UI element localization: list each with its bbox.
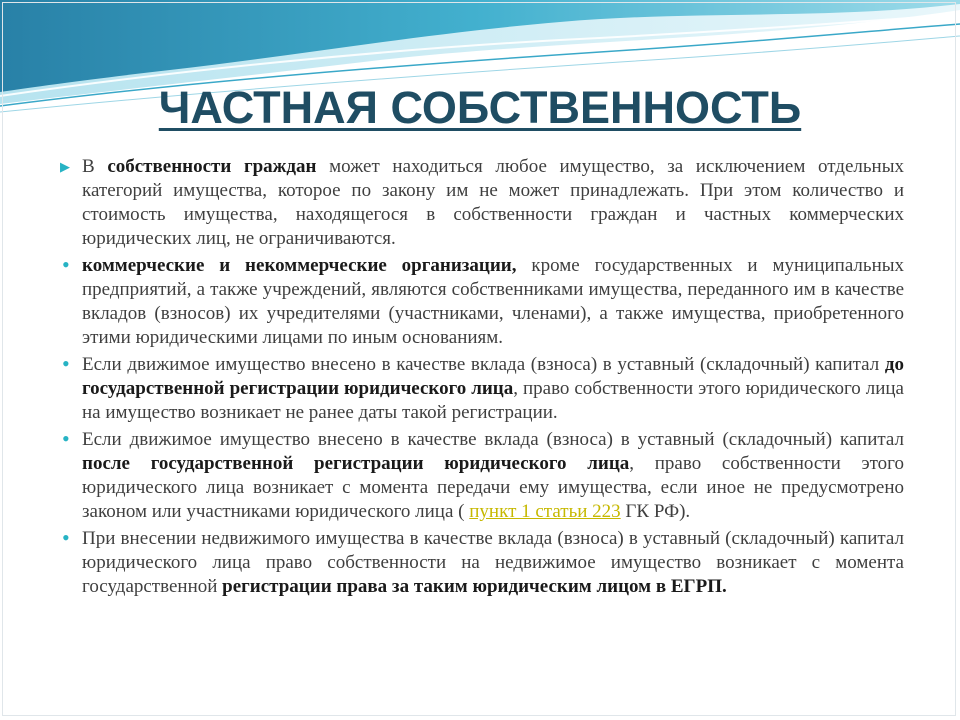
slide-title: ЧАСТНАЯ СОБСТВЕННОСТЬ [158,82,802,133]
slide-content [60,155,904,602]
item-text: может находиться любое имущество, за исключением отдельных категорий имущества, которое по закону им не может принадлежать. При этом количество и стоимость имущества, находящегося в собственности граждан и частных коммерческих юридических лиц, не ограничиваются. [82,156,904,249]
bullet-item [60,428,904,524]
triangle-bullet-icon: ▶ [60,159,70,174]
item-text: , право собственности этого юридического лица возникает с момента передачи ему имущества, если иное не предусмотрено законом или участниками юридического лица ( [82,453,905,522]
item-text: При внесении недвижимого имущества в качестве вклада (взноса) в уставный (складочный) капитал юридического лица право собственности на недвижимое имущество возникает с момента государственной [82,528,904,597]
law-reference-link[interactable]: пункт 1 статьи 223 [469,501,621,522]
dot-bullet-icon: • [62,252,70,277]
dot-bullet-icon: • [62,525,70,550]
bullet-item [60,527,904,599]
dot-bullet-icon: • [62,351,70,376]
item-bold-text: до государственной регистрации юридического лица [82,354,904,399]
item-text: кроме государственных и муниципальных предприятий, а также учреждений, являются собственниками имущества, переданного им в качестве вкладов (взносов) их учредителями (участниками, членами), а также имущества, приобретенного этими юридическими лицами по иным основаниям. [82,255,905,348]
dot-bullet-icon: • [62,426,70,451]
item-bold-text: собственности граждан [107,156,317,177]
item-bold-text: регистрации права за таким юридическим лицом в ЕГРП. [222,576,727,597]
bullet-item [60,155,904,251]
item-text: В [82,156,108,177]
item-text: , право собственности этого юридического лица на имущество возникает не ранее даты такой регистрации. [82,378,904,423]
item-text: ГК РФ). [620,501,691,522]
item-text: Если движимое имущество внесено в качестве вклада (взноса) в уставный (складочный) капитал [82,354,885,375]
bullet-item [60,254,904,350]
item-bold-text: коммерческие и некоммерческие организации, [82,255,517,276]
item-text: Если движимое имущество внесено в качестве вклада (взноса) в уставный (складочный) капитал [82,429,904,450]
item-bold-text: после государственной регистрации юридического лица [82,453,630,474]
bullet-item [60,353,904,425]
